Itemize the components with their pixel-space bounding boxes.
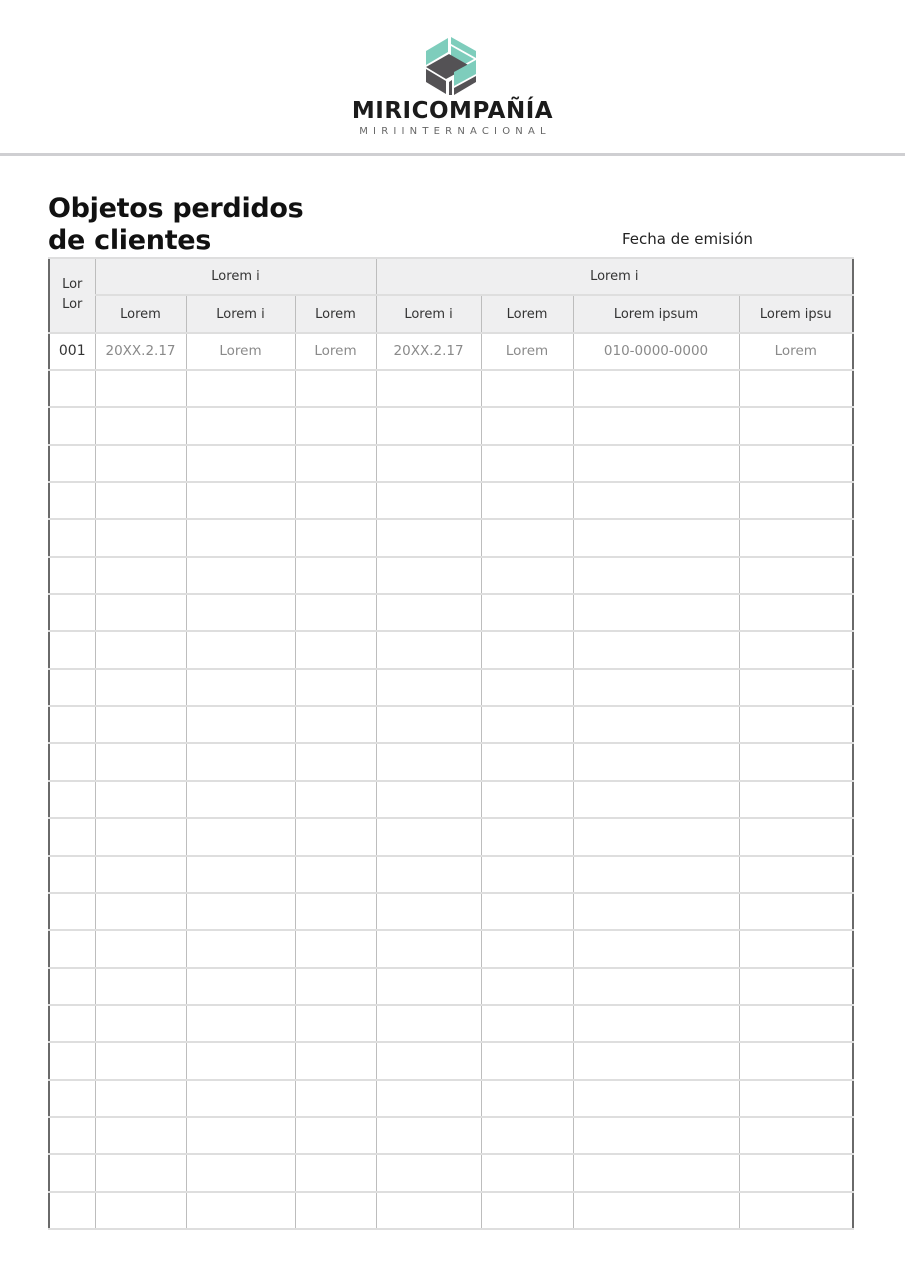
empty-cell[interactable] [295,706,376,743]
brand-name: MIRICOMPAÑÍA [351,98,554,124]
empty-cell[interactable] [481,445,573,482]
empty-cell[interactable] [573,445,739,482]
empty-cell[interactable] [49,781,95,818]
empty-cell[interactable] [295,743,376,780]
empty-cell[interactable] [186,631,295,668]
empty-table-row [49,1042,853,1079]
header-row-groups [49,258,853,295]
empty-cell[interactable] [739,631,853,668]
empty-cell[interactable] [295,557,376,594]
empty-cell[interactable] [481,519,573,556]
empty-cell[interactable] [739,781,853,818]
empty-cell[interactable] [739,1080,853,1117]
empty-cell[interactable] [573,482,739,519]
empty-cell[interactable] [95,1154,186,1191]
empty-table-row [49,445,853,482]
empty-cell[interactable] [376,968,481,1005]
empty-cell[interactable] [376,482,481,519]
empty-cell[interactable] [573,781,739,818]
empty-cell[interactable] [739,930,853,967]
empty-cell[interactable] [95,1117,186,1154]
empty-cell[interactable] [376,445,481,482]
empty-cell[interactable] [295,445,376,482]
empty-cell[interactable] [376,1117,481,1154]
empty-cell[interactable] [295,669,376,706]
empty-cell[interactable] [95,407,186,444]
empty-cell[interactable] [186,445,295,482]
empty-cell[interactable] [186,968,295,1005]
empty-table-row [49,893,853,930]
table-cell[interactable]: 20XX.2.17 [95,333,186,370]
empty-cell[interactable] [573,968,739,1005]
empty-cell[interactable] [49,1154,95,1191]
empty-table-row [49,519,853,556]
empty-table-row [49,594,853,631]
empty-cell[interactable] [376,1042,481,1079]
empty-cell[interactable] [376,519,481,556]
empty-cell[interactable] [739,669,853,706]
empty-table-row [49,818,853,855]
empty-cell[interactable] [376,893,481,930]
header-divider [0,153,905,156]
empty-cell[interactable] [49,669,95,706]
empty-cell[interactable] [95,781,186,818]
empty-cell[interactable] [95,968,186,1005]
empty-cell[interactable] [376,1192,481,1229]
empty-cell[interactable] [376,1154,481,1191]
empty-cell[interactable] [739,594,853,631]
empty-cell[interactable] [481,669,573,706]
table-cell[interactable]: Lorem [739,333,853,370]
table-cell[interactable]: Lorem [481,333,573,370]
empty-cell[interactable] [186,1117,295,1154]
issue-date-label: Fecha de emisión [622,230,753,248]
empty-cell[interactable] [95,594,186,631]
empty-cell[interactable] [481,407,573,444]
empty-cell[interactable] [481,781,573,818]
empty-cell[interactable] [573,519,739,556]
empty-cell[interactable] [573,1042,739,1079]
empty-cell[interactable] [49,407,95,444]
empty-cell[interactable] [481,893,573,930]
empty-cell[interactable] [186,407,295,444]
empty-cell[interactable] [95,482,186,519]
empty-cell[interactable] [376,631,481,668]
empty-cell[interactable] [739,706,853,743]
empty-cell[interactable] [95,743,186,780]
empty-cell[interactable] [739,743,853,780]
empty-table-row [49,631,853,668]
empty-cell[interactable] [739,1154,853,1191]
empty-cell[interactable] [295,1154,376,1191]
empty-cell[interactable] [573,1005,739,1042]
empty-cell[interactable] [376,1005,481,1042]
empty-cell[interactable] [95,669,186,706]
empty-cell[interactable] [481,370,573,407]
empty-cell[interactable] [376,743,481,780]
empty-cell[interactable] [481,482,573,519]
empty-cell[interactable] [49,1192,95,1229]
empty-cell[interactable] [49,482,95,519]
empty-cell[interactable] [186,856,295,893]
empty-cell[interactable] [376,1080,481,1117]
empty-cell[interactable] [295,893,376,930]
empty-cell[interactable] [573,1080,739,1117]
empty-cell[interactable] [573,1192,739,1229]
empty-table-row [49,669,853,706]
empty-cell[interactable] [186,1042,295,1079]
empty-cell[interactable] [573,407,739,444]
empty-cell[interactable] [186,818,295,855]
empty-cell[interactable] [95,893,186,930]
table-cell[interactable]: Lorem [295,333,376,370]
empty-table-row [49,1117,853,1154]
empty-table-row [49,968,853,1005]
empty-cell[interactable] [95,856,186,893]
empty-cell[interactable] [95,370,186,407]
empty-cell[interactable] [295,1080,376,1117]
empty-cell[interactable] [295,781,376,818]
empty-cell[interactable] [49,818,95,855]
empty-cell[interactable] [49,594,95,631]
empty-cell[interactable] [49,557,95,594]
empty-table-row [49,1154,853,1191]
empty-cell[interactable] [739,445,853,482]
empty-cell[interactable] [376,370,481,407]
empty-cell[interactable] [49,1080,95,1117]
empty-cell[interactable] [186,1005,295,1042]
column-header: Lorem [295,295,376,332]
empty-cell[interactable] [49,1117,95,1154]
table-cell[interactable]: Lorem [186,333,295,370]
table-cell[interactable]: 010-0000-0000 [573,333,739,370]
empty-cell[interactable] [295,1117,376,1154]
empty-cell[interactable] [481,930,573,967]
row-number[interactable]: 001 [49,333,95,370]
header-no-line-1: Lor [62,277,83,293]
table-row [49,333,853,370]
empty-cell[interactable] [95,706,186,743]
empty-cell[interactable] [573,930,739,967]
empty-cell[interactable] [295,1005,376,1042]
empty-cell[interactable] [95,631,186,668]
empty-table-row [49,1005,853,1042]
empty-cell[interactable] [376,669,481,706]
empty-cell[interactable] [481,1080,573,1117]
empty-cell[interactable] [481,1005,573,1042]
empty-cell[interactable] [49,856,95,893]
empty-cell[interactable] [295,482,376,519]
empty-cell[interactable] [376,706,481,743]
empty-cell[interactable] [573,370,739,407]
brand-subtitle: MIRIINTERNACIONAL [359,126,551,137]
empty-table-row [49,407,853,444]
empty-cell[interactable] [573,818,739,855]
empty-cell[interactable] [295,631,376,668]
title-line-1: Objetos perdidos [48,193,304,224]
empty-cell[interactable] [295,594,376,631]
header-group-1: Lorem i [95,258,376,295]
empty-cell[interactable] [295,856,376,893]
empty-cell[interactable] [376,930,481,967]
empty-cell[interactable] [295,968,376,1005]
empty-cell[interactable] [573,1154,739,1191]
document-title [48,193,303,257]
empty-cell[interactable] [376,818,481,855]
column-header: Lorem ipsum [573,295,739,332]
empty-cell[interactable] [186,669,295,706]
column-header: Lorem [481,295,573,332]
empty-cell[interactable] [49,445,95,482]
empty-cell[interactable] [481,818,573,855]
empty-cell[interactable] [186,370,295,407]
empty-table-row [49,930,853,967]
empty-table-row [49,557,853,594]
column-header: Lorem ipsu [739,295,853,332]
letterhead [0,0,905,154]
column-header: Lorem [95,295,186,332]
empty-cell[interactable] [739,856,853,893]
empty-cell[interactable] [739,1042,853,1079]
empty-cell[interactable] [739,407,853,444]
empty-cell[interactable] [186,930,295,967]
empty-cell[interactable] [186,743,295,780]
empty-cell[interactable] [95,445,186,482]
empty-cell[interactable] [573,743,739,780]
empty-cell[interactable] [481,706,573,743]
empty-cell[interactable] [49,370,95,407]
empty-cell[interactable] [95,1042,186,1079]
empty-cell[interactable] [739,1117,853,1154]
title-line-2: de clientes [48,225,212,256]
empty-cell[interactable] [95,557,186,594]
empty-cell[interactable] [186,1080,295,1117]
empty-table-row [49,743,853,780]
empty-cell[interactable] [481,856,573,893]
empty-cell[interactable] [573,706,739,743]
empty-cell[interactable] [739,968,853,1005]
empty-cell[interactable] [739,557,853,594]
empty-cell[interactable] [95,1005,186,1042]
empty-cell[interactable] [573,669,739,706]
empty-cell[interactable] [739,519,853,556]
empty-cell[interactable] [376,594,481,631]
empty-cell[interactable] [95,1080,186,1117]
empty-cell[interactable] [186,1154,295,1191]
empty-cell[interactable] [295,370,376,407]
column-header: Lorem i [186,295,295,332]
empty-cell[interactable] [739,1192,853,1229]
empty-table-row [49,856,853,893]
empty-table-row [49,482,853,519]
empty-cell[interactable] [49,519,95,556]
empty-cell[interactable] [573,557,739,594]
empty-cell[interactable] [481,1042,573,1079]
empty-cell[interactable] [739,1005,853,1042]
table-cell[interactable]: 20XX.2.17 [376,333,481,370]
empty-cell[interactable] [295,1042,376,1079]
empty-table-row [49,1192,853,1229]
empty-table-row [49,781,853,818]
empty-cell[interactable] [95,930,186,967]
empty-cell[interactable] [49,930,95,967]
empty-cell[interactable] [481,557,573,594]
empty-cell[interactable] [186,781,295,818]
empty-cell[interactable] [49,631,95,668]
empty-cell[interactable] [49,893,95,930]
empty-cell[interactable] [49,743,95,780]
empty-cell[interactable] [376,781,481,818]
empty-cell[interactable] [376,557,481,594]
empty-cell[interactable] [481,1192,573,1229]
empty-cell[interactable] [376,407,481,444]
column-header: Lorem i [376,295,481,332]
empty-cell[interactable] [376,856,481,893]
empty-cell[interactable] [295,930,376,967]
empty-table-row [49,370,853,407]
empty-cell[interactable] [49,1005,95,1042]
empty-cell[interactable] [186,482,295,519]
empty-cell[interactable] [481,968,573,1005]
empty-cell[interactable] [186,893,295,930]
empty-cell[interactable] [481,594,573,631]
empty-cell[interactable] [573,856,739,893]
empty-cell[interactable] [573,631,739,668]
empty-cell[interactable] [186,557,295,594]
lost-items-table [48,257,854,1230]
empty-cell[interactable] [481,743,573,780]
empty-cell[interactable] [739,818,853,855]
empty-cell[interactable] [573,893,739,930]
empty-cell[interactable] [739,482,853,519]
empty-cell[interactable] [295,818,376,855]
empty-cell[interactable] [186,519,295,556]
empty-cell[interactable] [95,1192,186,1229]
empty-cell[interactable] [95,519,186,556]
empty-cell[interactable] [49,968,95,1005]
empty-cell[interactable] [481,1154,573,1191]
hexagon-logo-icon [424,36,478,96]
empty-cell[interactable] [295,407,376,444]
empty-cell[interactable] [481,631,573,668]
empty-cell[interactable] [295,519,376,556]
empty-cell[interactable] [186,594,295,631]
empty-cell[interactable] [739,893,853,930]
empty-table-row [49,706,853,743]
empty-cell[interactable] [481,1117,573,1154]
empty-cell[interactable] [95,818,186,855]
header-no [49,258,95,333]
empty-cell[interactable] [186,706,295,743]
empty-cell[interactable] [49,1042,95,1079]
empty-cell[interactable] [739,370,853,407]
empty-cell[interactable] [573,1117,739,1154]
empty-cell[interactable] [295,1192,376,1229]
header-row-columns [49,295,853,332]
empty-table-row [49,1080,853,1117]
header-no-line-2: Lor [62,297,83,313]
header-group-2: Lorem i [376,258,853,295]
empty-cell[interactable] [186,1192,295,1229]
empty-cell[interactable] [573,594,739,631]
empty-cell[interactable] [49,706,95,743]
